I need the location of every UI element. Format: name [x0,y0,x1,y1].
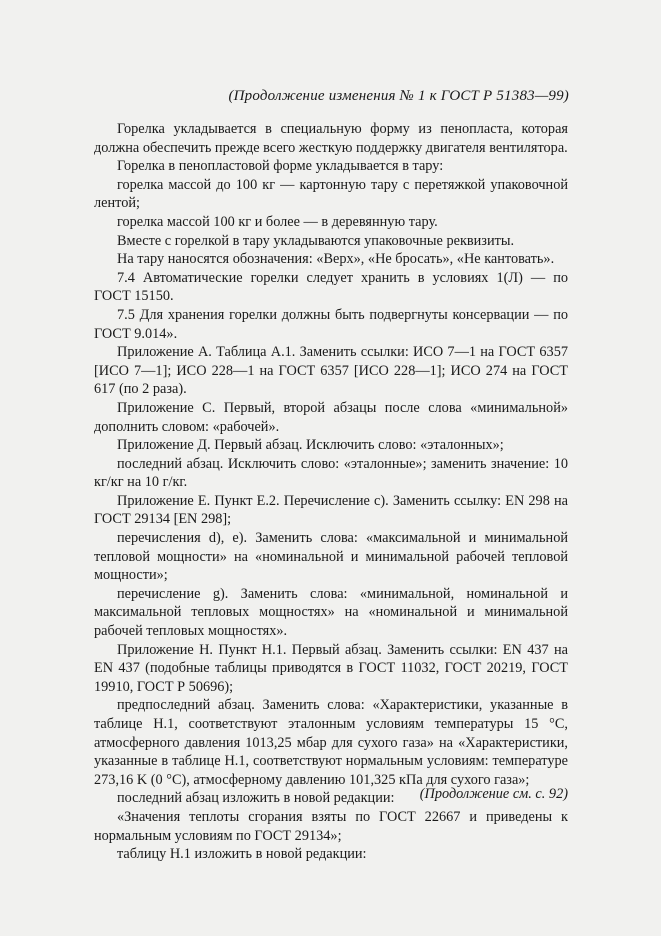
paragraph: горелка массой 100 кг и более — в деревянную тару. [117,213,438,230]
paragraph: Приложение Д. Первый абзац. Исключить слово: «эталонных»; [117,437,504,454]
paragraph: последний абзац изложить в новой редакции: [117,790,395,807]
document-body [94,120,568,864]
paragraph: перечисление g). Заменить слова: «минимальной, номинальной и максимальной тепловых мощностях» на «номинальной и минимальной рабочей тепловых мощностях». [94,585,568,640]
paragraph: Горелка укладывается в специальную форму из пенопласта, которая должна обеспечить прежде всего жесткую поддержку двигателя вентилятора. [94,121,568,156]
paragraph: Приложение Е. Пункт Е.2. Перечисление с). Заменить ссылку: EN 298 на ГОСТ 29134 [EN 298]; [94,492,568,528]
continuation-note: (Продолжение см. с. 92) [419,786,568,802]
paragraph: таблицу Н.1 изложить в новой редакции: [117,846,367,863]
paragraph: горелка массой до 100 кг — картонную тару с перетяжкой упаковочной лентой; [94,176,568,212]
paragraph: Приложение Н. Пункт Н.1. Первый абзац. Заменить ссылки: EN 437 на EN 437 (подобные таблицы приводятся в ГОСТ 11032, ГОСТ 20219, ГОСТ 19910, ГОСТ Р 50696); [94,641,568,695]
paragraph: Приложение А. Таблица А.1. Заменить ссылки: ИСО 7—1 на ГОСТ 6357 [ИСО 7—1]; ИСО 228—1 на ГОСТ 6357 [ИСО 228—1]; ИСО 274 на ГОСТ 617 (по 2 раза). [94,344,568,398]
paragraph: Горелка в пенопластовой форме укладывается в тару: [117,158,444,175]
paragraph: Приложение С. Первый, второй абзацы после слова «минимальной» дополнить словом: «рабочей». [94,399,568,435]
paragraph: Вместе с горелкой в тару укладываются упаковочные реквизиты. [117,232,515,249]
paragraph: последний абзац. Исключить слово: «эталонные»; заменить значение: 10 кг/кг на 10 г/кг. [94,455,568,491]
paragraph: перечисления d), е). Заменить слова: «максимальной и минимальной тепловой мощности» на «номинальной и минимальной рабочей тепловой мощности»; [94,530,568,584]
paragraph: «Значения теплоты сгорания взяты по ГОСТ 22667 и приведены к нормальным условиям по ГОСТ 29134»; [94,808,568,844]
paragraph: 7.5 Для хранения горелки должны быть подвергнуты консервации — по ГОСТ 9.014». [94,306,568,342]
paragraph: 7.4 Автоматические горелки следует хранить в условиях 1(Л) — по ГОСТ 15150. [94,269,568,305]
page-header: (Продолжение изменения № 1 к ГОСТ Р 51383—99) [228,88,569,104]
paragraph: На тару наносятся обозначения: «Верх», «Не бросать», «Не кантовать». [117,251,555,268]
paragraph: предпоследний абзац. Заменить слова: «Характеристики, указанные в таблице Н.1, соответствуют эталонным условиям температуры 15 °С, атмосферного давления 1013,25 мбар для сухого газа» на «Характеристики, указанные в таблице Н.1, соответствуют нормальным условиям: температуре 273,16 K (0 °С), атмосферному давлению 101,325 кПа для сухого газа»; [94,697,568,788]
